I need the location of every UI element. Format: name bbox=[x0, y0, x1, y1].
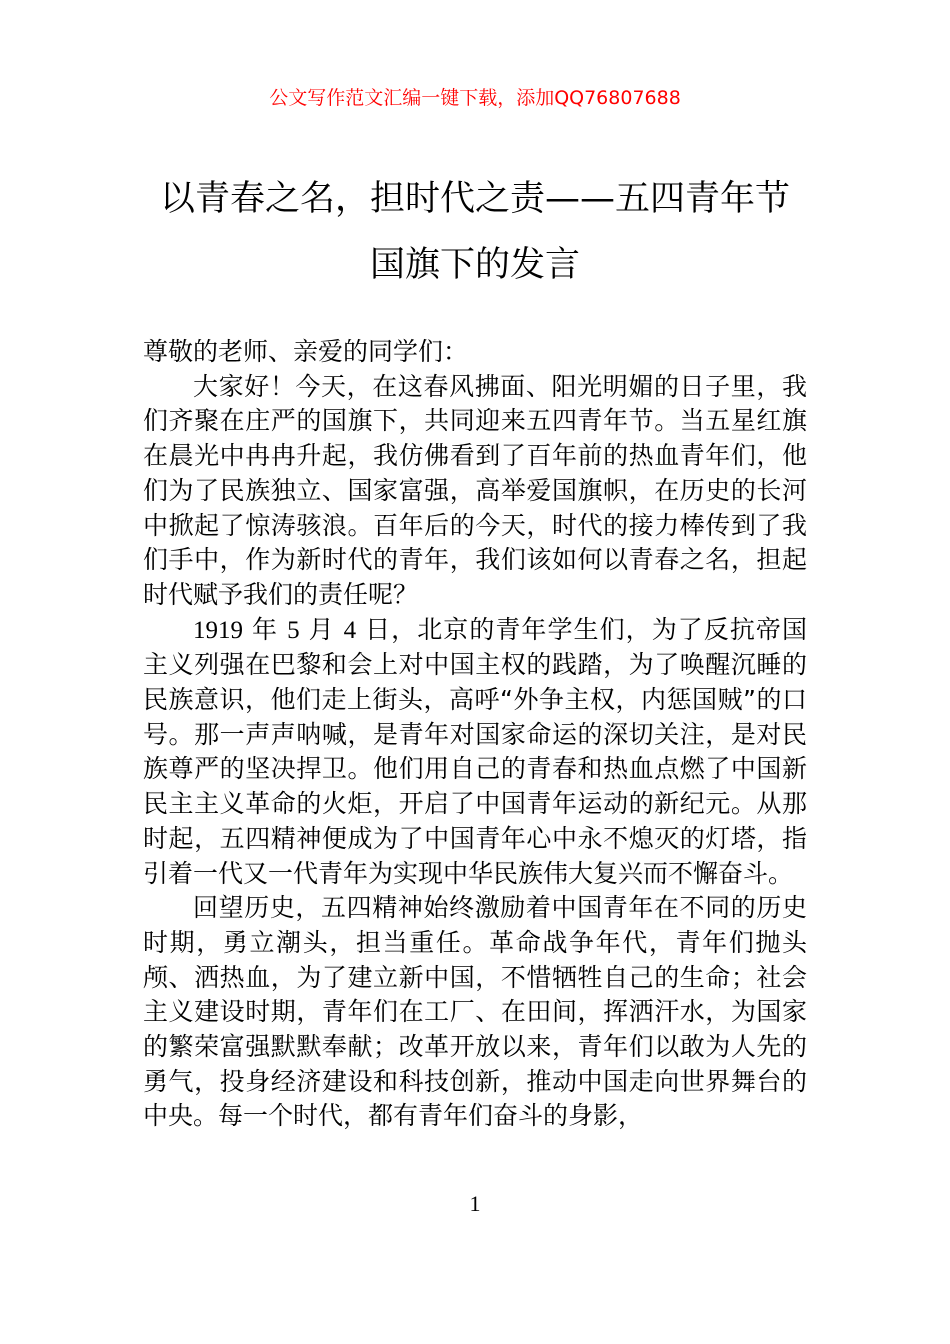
page-number: 1 bbox=[469, 1191, 481, 1216]
paragraph-2 bbox=[143, 613, 807, 892]
title-line-2: 国旗下的发言 bbox=[369, 245, 580, 285]
date-year: 1919 bbox=[193, 616, 243, 644]
date-month: 5 bbox=[287, 616, 300, 644]
date-day: 4 bbox=[343, 616, 357, 644]
page-title bbox=[100, 166, 850, 298]
paragraph-2-text: 日，北京的青年学生们，为了反抗帝国主义列强在巴黎和会上对中国主权的践踏，为了唤醒沉睡的民族意识，他们走上街头，高呼“外争主权，内惩国贼”的口号。那一声声呐喊，是青年对国家命运的深切关注，是对民族尊严的坚决捍卫。他们用自己的青春和热血点燃了中国新民主主义革命的火炬，开启了中国青年运动的新纪元。从那时起，五四精神便成为了中国青年心中永不熄灭的灯塔，指引着一代又一代青年为实现中华民族伟大复兴而不懈奋斗。 bbox=[143, 614, 807, 888]
salutation: 尊敬的老师、亲爱的同学们： bbox=[143, 337, 469, 366]
paragraph-1: 大家好！今天，在这春风拂面、阳光明媚的日子里，我们齐聚在庄严的国旗下，共同迎来五四青年节。当五星红旗在晨光中冉冉升起，我仿佛看到了百年前的热血青年们，他们为了民族独立、国家富强，高举爱国旗帜，在历史的长河中掀起了惊涛骇浪。百年后的今天，时代的接力棒传到了我们手中，作为新时代的青年，我们该如何以青春之名，担起时代赋予我们的责任呢？ bbox=[143, 371, 807, 609]
paragraph-3: 回望历史，五四精神始终激励着中国青年在不同的历史时期，勇立潮头，担当重任。革命战争年代，青年们抛头颅、洒热血，为了建立新中国，不惜牺牲自己的生命；社会主义建设时期，青年们在工厂、在田间，挥洒汗水，为国家的繁荣富强默默奉献；改革开放以来，青年们以敢为人先的勇气，投身经济建设和科技创新，推动中国走向世界舞台的中央。每一个时代，都有青年们奋斗的身影， bbox=[143, 893, 807, 1131]
speech-body bbox=[143, 335, 807, 1134]
date-year-unit: 年 bbox=[252, 614, 279, 644]
promo-header-link[interactable]: 公文写作范文汇编一键下载，添加QQ76807688 bbox=[269, 87, 681, 109]
title-line-1: 以青春之名，担时代之责——五四青年节 bbox=[159, 179, 790, 219]
date-month-unit: 月 bbox=[308, 614, 335, 644]
